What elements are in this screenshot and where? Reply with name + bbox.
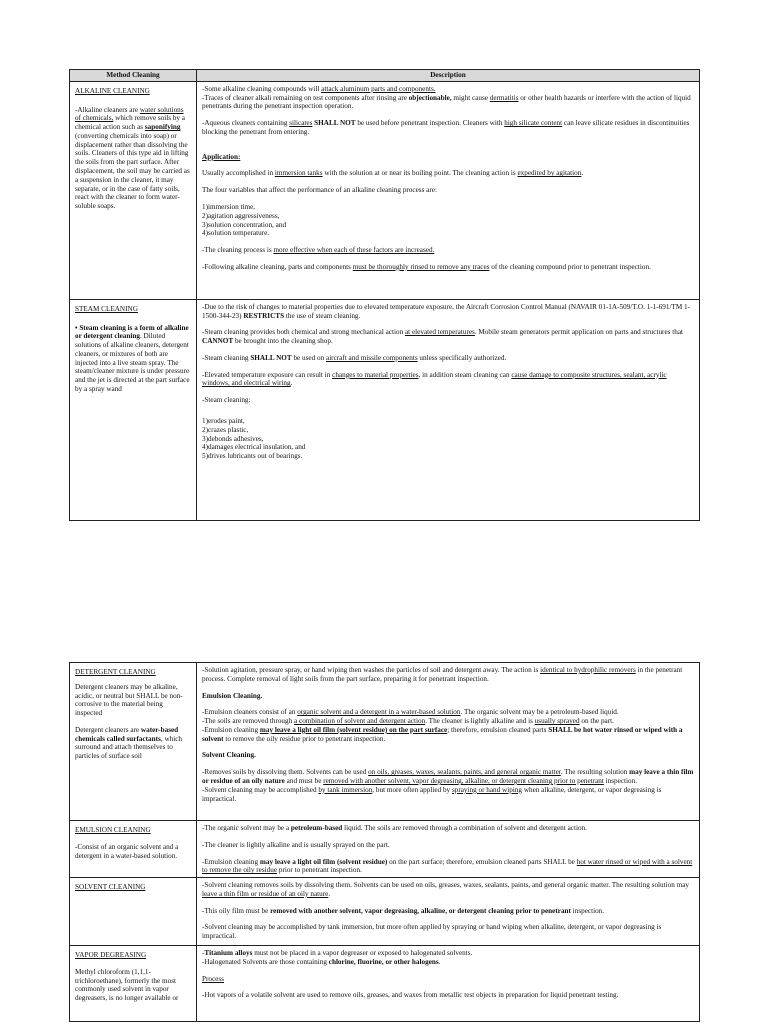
steam-para-2: -Steam cleaning provides both chemical and strong mechanical action at elevated temperatures. Mobile steam generators permit application on parts and structures that CANNOT be brought into the cleaning shop. xyxy=(202,328,684,346)
method-title-alkaline: ALKALINE CLEANING xyxy=(75,86,150,95)
description-cell-solvent xyxy=(197,878,700,946)
emulsion-para-2: -The cleaner is lightly alkaline and is usually sprayed on the part. xyxy=(202,840,390,849)
detergent-solvent-heading: Solvent Cleaning. xyxy=(202,751,256,760)
method-cell-vapor xyxy=(70,946,197,1022)
list-item: 1)immersion time, xyxy=(202,203,256,212)
steam-para-4: -Elevated temperature exposure can result in changes to material properties, in addition steam cleaning can cause damage to composite structures, sealant, acrylic windows, and electrical wiring. xyxy=(202,370,667,388)
description-cell-emulsion xyxy=(197,821,700,878)
method-summary-alkaline: -Alkaline cleaners are water solutions of chemicals, which remove soils by a chemical action such as saponifying (converting chemicals into soap) or displacement rather than dissolving the soils. Cleaners of this type aid in lifting the soils from the part surface. After displacement, the soil may be carried as a suspension in the cleaner, it may separate, or in the case of fatty soils, react with the cleaner to form water-soluble soaps. xyxy=(75,105,190,211)
header-description: Description xyxy=(197,70,700,82)
detergent-para-2: -Emulsion cleaners consist of an organic solvent and a detergent in a water-based solution. The organic solvent may be a petroleum-based liquid. xyxy=(202,708,619,717)
table-row-vapor xyxy=(70,946,700,1022)
cleaning-table-bottom xyxy=(69,662,700,1022)
method-title-vapor: VAPOR DEGREASING xyxy=(75,951,147,960)
table-header-row xyxy=(70,70,700,82)
method-cell-emulsion xyxy=(70,821,197,878)
alkaline-para-3: -Aqueous cleaners containing silicates SHALL NOT be used before penetrant inspection. Cleaners with high silicate content can leave silicate residues in discontinuities blocking the penetrant from entering. xyxy=(202,119,690,136)
vapor-para-3: -Hot vapors of a volatile solvent are used to remove oils, greases, and waxes from metallic test objects in preparation for liquid penetrant testing. xyxy=(202,991,619,1000)
list-item: 2)agitation aggressiveness, xyxy=(202,211,280,220)
alkaline-variable-list xyxy=(202,203,694,238)
method-title-solvent: SOLVENT CLEANING xyxy=(75,883,146,892)
description-cell-steam xyxy=(197,299,700,520)
method-summary-steam: • Steam cleaning is a form of alkaline or detergent cleaning. Diluted solutions of alkaline cleaners, detergent cleaners, or mixtures of both are injected into a live steam spray. The steam/cleaner mixture is under pressure and the jet is directed at the part surface by a spray wand xyxy=(75,323,190,394)
table-row-detergent xyxy=(70,663,700,821)
header-method: Method Cleaning xyxy=(70,70,197,82)
vapor-para-2: -Halogenated Solvents are those containing chlorine, fluorine, or other halogens. xyxy=(202,957,441,966)
steam-para-5: -Steam cleaning: xyxy=(202,396,251,405)
method-title-emulsion: EMULSION CLEANING xyxy=(75,826,151,834)
list-item: 1)erodes paint, xyxy=(202,417,245,426)
alkaline-application-heading: Application: xyxy=(202,152,241,161)
alkaline-para-4: Usually accomplished in immersion tanks with the solution at or near its boiling point. The cleaning action is expedited by agitation. xyxy=(202,169,584,178)
vapor-process-heading: Process xyxy=(202,974,224,983)
description-cell-alkaline xyxy=(197,81,700,299)
method-cell-detergent xyxy=(70,663,197,821)
detergent-emulsion-heading: Emulsion Cleaning. xyxy=(202,691,263,700)
emulsion-para-3: -Emulsion cleaning may leave a light oil film (solvent residue) on the part surface; therefore, emulsion cleaned parts SHALL be hot water rinsed or wiped with a solvent to remove the oily residue prior to penetrant inspection. xyxy=(202,857,693,875)
list-item: 2)crazes plastic, xyxy=(202,425,249,434)
solvent-para-1: -Solvent cleaning removes soils by dissolving them. Solvents can be used on oils, greases, waxes, sealants, paints, and general organic matter. The resulting solution may leave a thin film or residue of an oily nature. xyxy=(202,881,689,898)
detergent-para-6: -Solvent cleaning may be accomplished by tank immersion, but more often applied by spraying or hand wiping when alkaline, detergent, or vapor degreasing is impractical. xyxy=(202,785,662,803)
method-summary-emulsion: -Consist of an organic solvent and a detergent in a water-based solution. xyxy=(75,842,179,860)
steam-effects-list xyxy=(202,417,694,461)
table-row-emulsion xyxy=(70,821,700,878)
method-title-detergent: DETERGENT CLEANING xyxy=(75,668,156,676)
alkaline-para-1: -Some alkaline cleaning compounds will attack aluminum parts and components. xyxy=(202,84,436,93)
steam-para-1: -Due to the risk of changes to material properties due to elevated temperature exposure, the Aircraft Corrosion Control Manual (NAVAIR 01-1A-509/T.O. 1-1-691/TM 1-1500-344-23) RESTRICTS the use of steam cleaning. xyxy=(202,302,691,320)
alkaline-para-5: The four variables that affect the performance of an alkaline cleaning process are: xyxy=(202,186,437,195)
table-row-steam xyxy=(70,299,700,520)
detergent-para-5: -Removes soils by dissolving them. Solvents can be used on oils, greases, waxes, sealants, paints, and general organic matter. The resulting solution may leave a thin film or residue of an oily nature and must be removed with another solvent, vapor degreasing, alkaline, or detergent cleaning prior to penetrant inspection. xyxy=(202,768,694,786)
detergent-para-1: -Solution agitation, pressure spray, or hand wiping then washes the particles of soil and detergent away. The action is identical to hydrophilic removers in the penetrant process. Complete removal of light soils from the part surface, preparing it for penetrant inspection. xyxy=(202,666,683,683)
list-item: 5)drives lubricants out of bearings. xyxy=(202,452,303,461)
emulsion-para-1: -The organic solvent may be a petroleum-based liquid. The soils are removed through a combination of solvent and detergent action. xyxy=(202,824,587,832)
detergent-para-4: -Emulsion cleaning may leave a light oil film (solvent residue) on the part surface; therefore, emulsion cleaned parts SHALL be hot water rinsed or wiped with a solvent to remove the oily residue prior to penetrant inspection. xyxy=(202,725,683,743)
alkaline-para-7: -Following alkaline cleaning, parts and components must be thoroughly rinsed to remove any traces of the cleaning compound prior to penetrant inspection. xyxy=(202,262,651,271)
solvent-para-2: -This oily film must be removed with another solvent, vapor degreasing, alkaline, or detergent cleaning prior to penetrant inspection. xyxy=(202,906,605,915)
list-item: 3)debonds adhesives, xyxy=(202,434,264,443)
alkaline-para-2: -Traces of cleaner alkali remaining on test components after rinsing are objectionable, might cause dermatitis or other health hazards or interfere with the action of liquid penetrants during the penetrant inspection operation. xyxy=(202,93,691,111)
solvent-para-3: -Solvent cleaning may be accomplished by tank immersion, but more often applied by spraying or hand wiping when alkaline, detergent, or vapor degreasing is impractical. xyxy=(202,923,662,941)
list-item: 3)solution concentration, and xyxy=(202,220,287,229)
method-cell-solvent xyxy=(70,878,197,946)
steam-para-3: -Steam cleaning SHALL NOT be used on aircraft and missile components unless specifically authorized. xyxy=(202,353,507,362)
method-summary-detergent-2: Detergent cleaners are water-based chemicals called surfactants, which surround and attach themselves to particles of surface soil xyxy=(75,725,183,761)
alkaline-para-6: -The cleaning process is more effective when each of these factors are increased. xyxy=(202,246,435,255)
detergent-para-3: -The soils are removed through a combination of solvent and detergent action. The cleaner is lightly alkaline and is usually sprayed on the part. xyxy=(202,717,614,726)
description-cell-detergent xyxy=(197,663,700,821)
method-cell-steam xyxy=(70,299,197,520)
method-summary-detergent-1: Detergent cleaners may be alkaline, acidic, or neutral but SHALL be non-corrosive to the material being inspected xyxy=(75,682,183,718)
list-item: 4)damages electrical insulation, and xyxy=(202,443,306,452)
cleaning-table-top xyxy=(69,69,700,521)
description-cell-vapor xyxy=(197,946,700,1022)
vapor-para-1: -Titanium alloys must not be placed in a vapor degreaser or exposed to halogenated solvents. xyxy=(202,949,473,958)
method-cell-alkaline xyxy=(70,81,197,299)
method-title-steam: STEAM CLEANING xyxy=(75,304,138,313)
method-summary-vapor: Methyl chloroform (1,1,1-trichloroethane), formerly the most commonly used solvent in vapor degreasers, is no longer available or xyxy=(75,967,179,1003)
list-item: 4)solution temperature. xyxy=(202,229,270,238)
table-row-alkaline xyxy=(70,81,700,299)
table-row-solvent xyxy=(70,878,700,946)
